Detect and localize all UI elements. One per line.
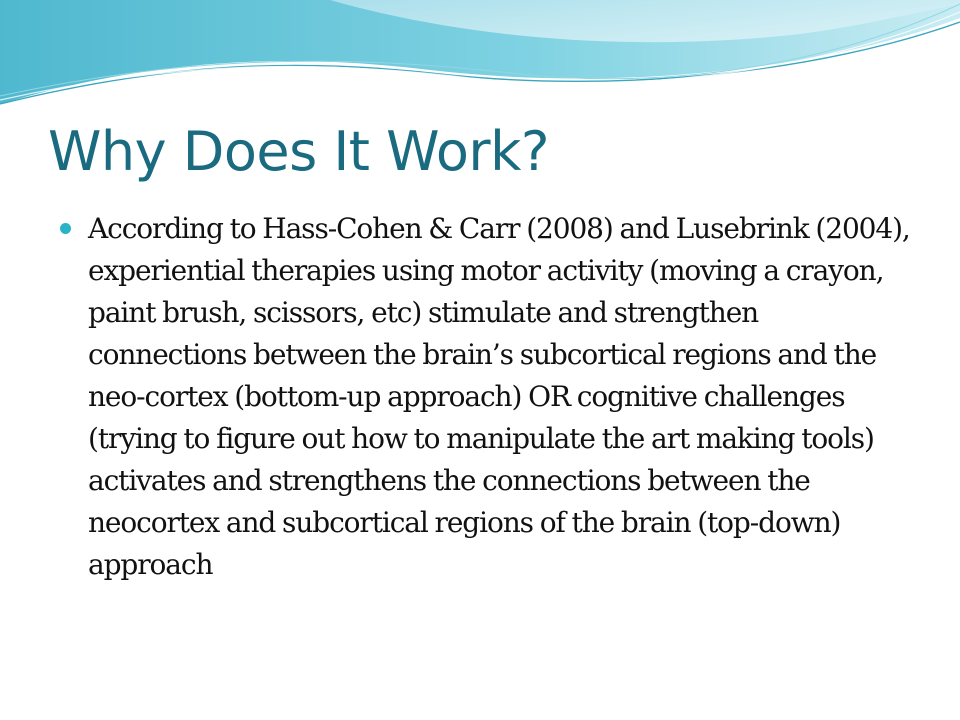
bullet-list bbox=[48, 208, 920, 586]
bullet-dot-icon bbox=[60, 223, 71, 234]
header-wave-decoration bbox=[0, 0, 960, 120]
slide-title: Why Does It Work? bbox=[48, 120, 550, 183]
bullet-text: According to Hass-Cohen & Carr (2008) and Lusebrink (2004), experiential therapies using motor activity (moving a crayon, paint brush, scissors, etc) stimulate and strengthen connections between the brain’s subcortical regions and the neo-cortex (bottom-up approach) OR cognitive challenges (trying to figure out how to manipulate the art making tools) activates and strengthens the connections between the neocortex and subcortical regions of the brain (top-down) approach bbox=[88, 212, 910, 581]
bullet-item bbox=[48, 208, 920, 586]
